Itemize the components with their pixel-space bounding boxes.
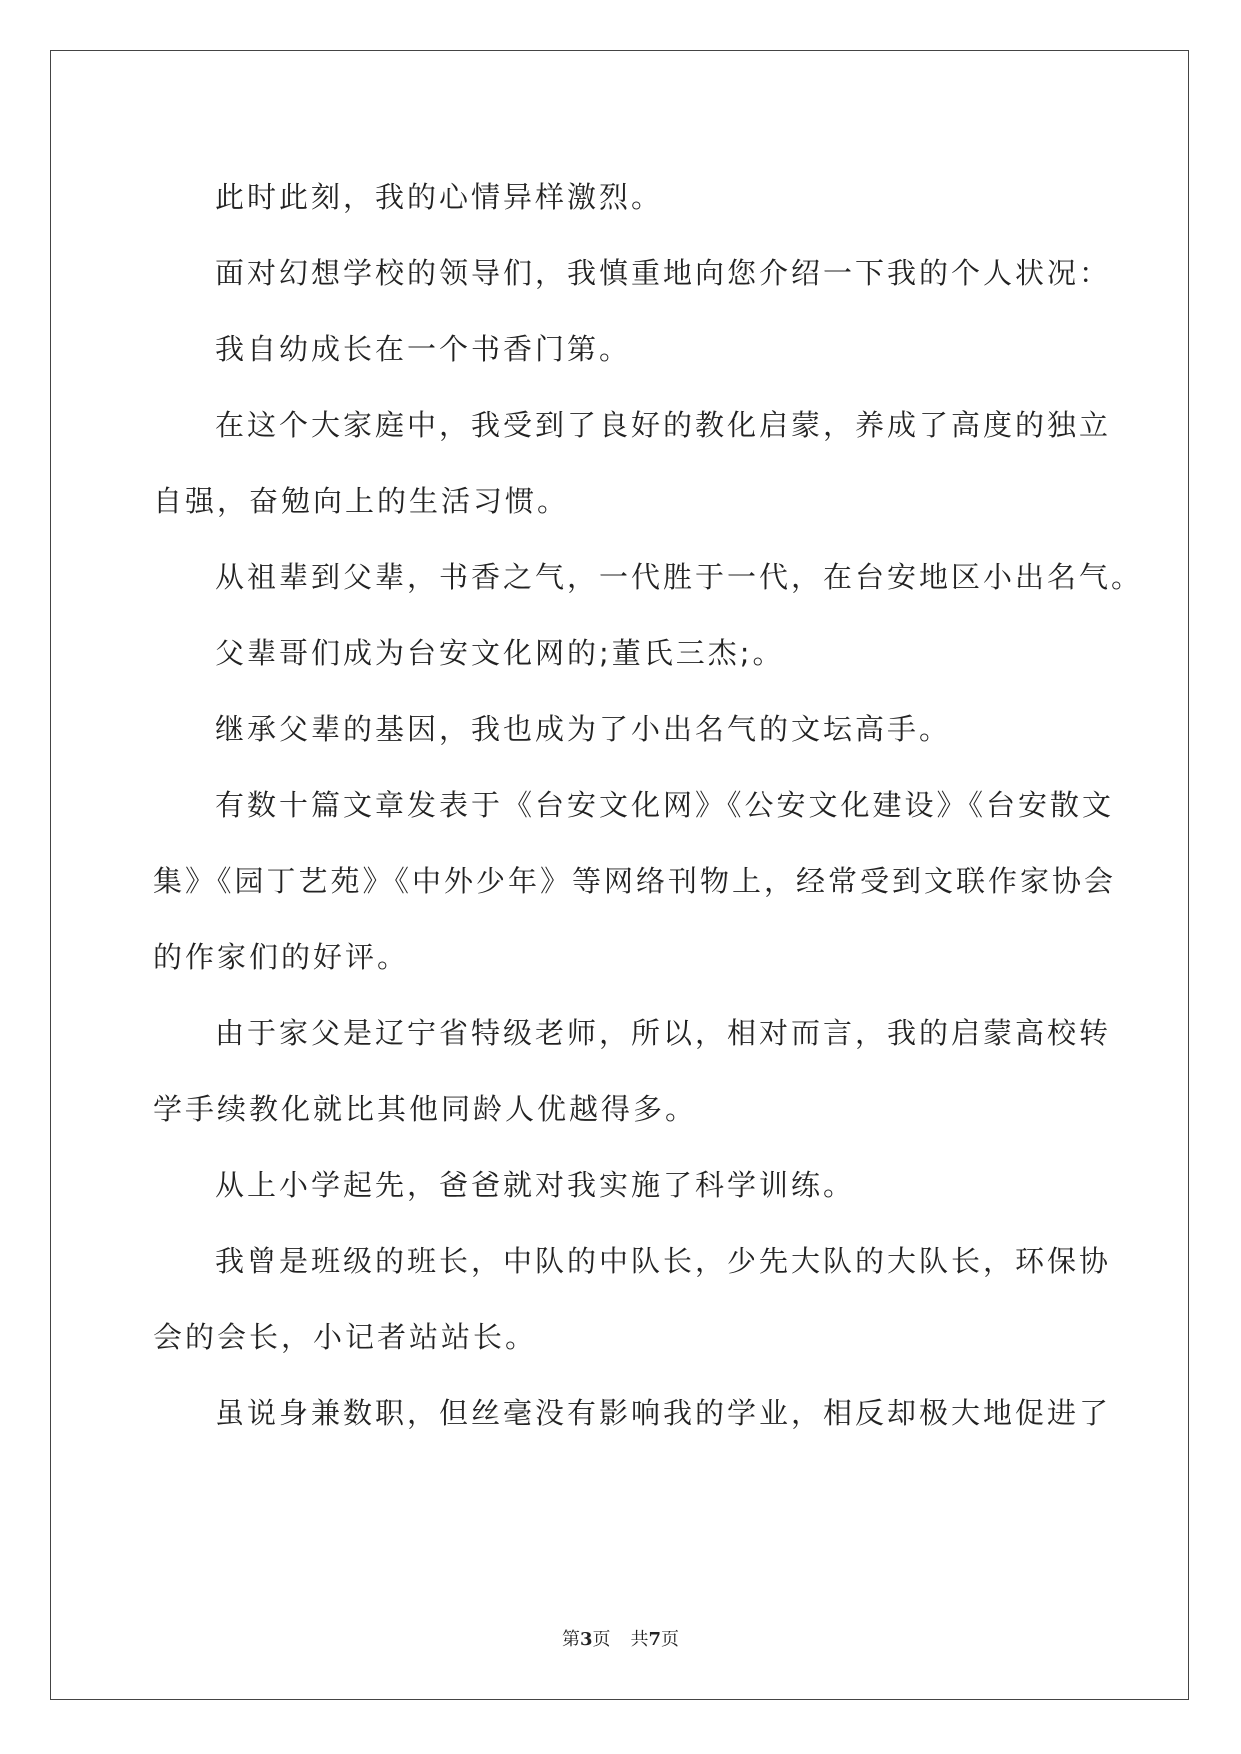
total-page-number: 7 — [648, 1629, 662, 1650]
text-line: 会的会长，小记者站站长。 — [153, 1320, 538, 1354]
text-line: 学手续教化就比其他同龄人优越得多。 — [153, 1092, 698, 1126]
text-line: 由于家父是辽宁省特级老师，所以，相对而言，我的启蒙高校转 — [215, 1016, 1112, 1050]
text-line: 此时此刻，我的心情异样激烈。 — [215, 180, 664, 214]
text-line: 我自幼成长在一个书香门第。 — [215, 332, 632, 366]
total-prefix: 共 — [630, 1629, 649, 1650]
current-page-number: 3 — [579, 1629, 593, 1650]
page-footer — [0, 1625, 1241, 1651]
text-line: 集》《园丁艺苑》《中外少年》等网络刊物上，经常受到文联作家协会 — [153, 864, 1117, 898]
total-suffix: 页 — [661, 1629, 680, 1650]
text-line: 从上小学起先，爸爸就对我实施了科学训练。 — [215, 1168, 856, 1202]
text-line: 从祖辈到父辈，书香之气，一代胜于一代，在台安地区小出名气。 — [215, 560, 1144, 594]
page-prefix: 第 — [561, 1629, 580, 1650]
text-line: 父辈哥们成为台安文化网的;董氏三杰;。 — [215, 636, 785, 670]
text-line: 面对幻想学校的领导们，我慎重地向您介绍一下我的个人状况： — [215, 256, 1112, 290]
text-line: 的作家们的好评。 — [153, 940, 410, 974]
document-body — [153, 159, 1144, 1451]
text-line: 继承父辈的基因，我也成为了小出名气的文坛高手。 — [215, 712, 952, 746]
text-line: 自强，奋勉向上的生活习惯。 — [153, 484, 570, 518]
page-suffix: 页 — [592, 1629, 611, 1650]
text-line: 我曾是班级的班长，中队的中队长，少先大队的大队长，环保协 — [215, 1244, 1112, 1278]
text-line: 在这个大家庭中，我受到了良好的教化启蒙，养成了高度的独立 — [215, 408, 1112, 442]
text-line: 有数十篇文章发表于《台安文化网》《公安文化建设》《台安散文 — [215, 788, 1115, 822]
text-line: 虽说身兼数职，但丝毫没有影响我的学业，相反却极大地促进了 — [215, 1396, 1112, 1430]
